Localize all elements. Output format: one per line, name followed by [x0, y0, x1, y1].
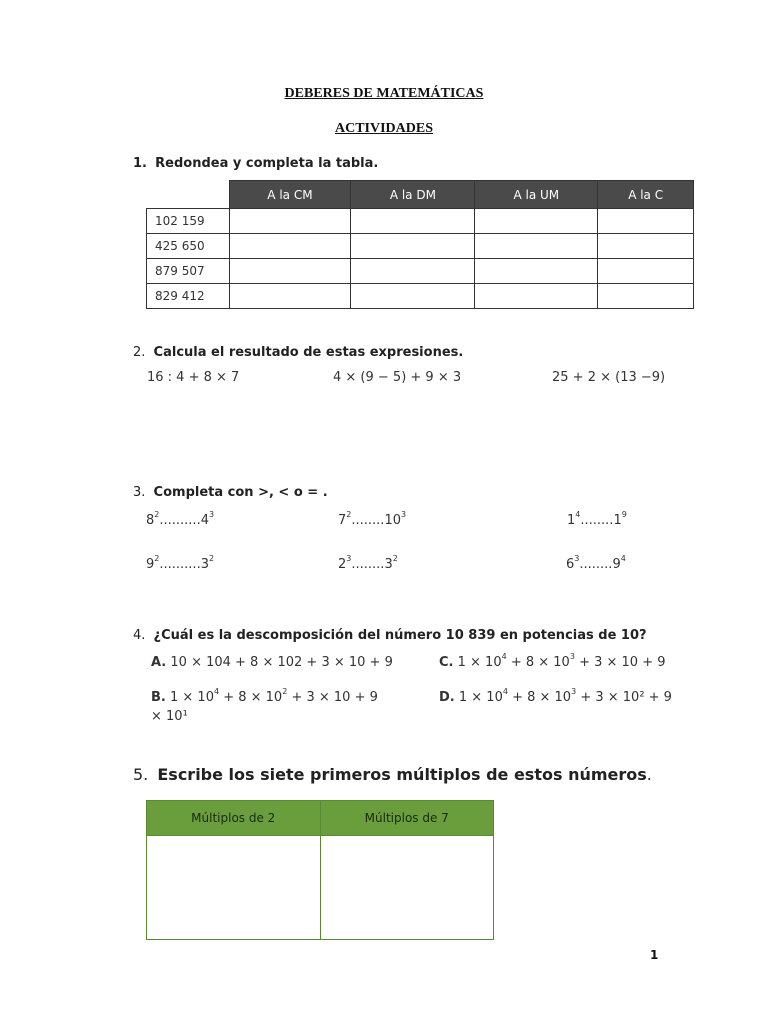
power-comparison: $2^3........3^2$: [338, 554, 398, 572]
rounding-table-corner: [147, 181, 230, 209]
rounding-table-header: [147, 181, 694, 209]
option-b[interactable]: B. $1 \times 10^4 + 8 \times 10^2 + 3 \times 10 + 9$: [151, 687, 378, 705]
option-b-continuation: × 10¹: [151, 709, 188, 724]
power-comparison: $1^4........1^9$: [567, 510, 627, 528]
table-row: [147, 234, 694, 259]
answer-cell[interactable]: [475, 209, 598, 234]
question-2: [133, 345, 463, 360]
expression-3: 25 + 2 × (13 −9): [552, 370, 666, 385]
answer-cell[interactable]: [598, 234, 694, 259]
answer-cell[interactable]: [475, 234, 598, 259]
question-5-number: 5.: [133, 765, 149, 784]
question-3: [133, 485, 328, 500]
answer-cell[interactable]: [147, 836, 321, 940]
col-header-cm: A la CM: [229, 181, 351, 209]
multiples-table: [146, 800, 494, 940]
option-c[interactable]: C. $1 \times 10^4 + 8 \times 10^3 + 3 \times 10 + 9$: [439, 652, 666, 670]
answer-cell[interactable]: [351, 234, 475, 259]
answer-cell[interactable]: [598, 209, 694, 234]
table-row: [147, 284, 694, 309]
power-comparison: $9^2..........3^2$: [146, 554, 215, 572]
rounding-table: [146, 180, 694, 309]
option-a[interactable]: A. 10 × 104 + 8 × 102 + 3 × 10 + 9: [151, 655, 393, 670]
answer-cell[interactable]: [320, 836, 494, 940]
question-1: [133, 156, 378, 171]
row-number: 102 159: [147, 209, 230, 234]
power-comparison: $8^2..........4^3$: [146, 510, 215, 528]
question-1-number: 1.: [133, 156, 147, 171]
answer-cell[interactable]: [598, 259, 694, 284]
answer-cell[interactable]: [229, 209, 351, 234]
question-2-number: 2.: [133, 345, 146, 360]
power-comparison: $6^3........9^4$: [566, 554, 626, 572]
answer-cell[interactable]: [475, 284, 598, 309]
answer-cell[interactable]: [351, 209, 475, 234]
answer-cell[interactable]: [351, 259, 475, 284]
answer-cell[interactable]: [475, 259, 598, 284]
page-number: 1: [650, 948, 659, 962]
row-number: 829 412: [147, 284, 230, 309]
col-header-c: A la C: [598, 181, 694, 209]
question-4-number: 4.: [133, 628, 146, 643]
col-header-multiples-7: Múltiplos de 7: [320, 801, 494, 836]
table-row: [147, 259, 694, 284]
col-header-dm: A la DM: [351, 181, 475, 209]
table-row: [147, 209, 694, 234]
question-5: 5. Escribe los siete primeros múltiplos de estos números.: [133, 765, 652, 784]
question-3-number: 3.: [133, 485, 146, 500]
answer-cell[interactable]: [598, 284, 694, 309]
expression-1: 16 : 4 + 8 × 7: [147, 370, 240, 385]
question-3-text: Completa con >, < o = .: [153, 485, 328, 500]
answer-cell[interactable]: [229, 284, 351, 309]
question-4-text: ¿Cuál es la descomposición del número 10 839 en potencias de 10?: [153, 628, 647, 643]
question-4: [133, 628, 647, 643]
question-2-text: Calcula el resultado de estas expresiones.: [153, 345, 464, 360]
answer-cell[interactable]: [229, 259, 351, 284]
multiples-table-header: [147, 801, 494, 836]
table-row: [147, 836, 494, 940]
row-number: 425 650: [147, 234, 230, 259]
expression-2: 4 × (9 − 5) + 9 × 3: [333, 370, 462, 385]
row-number: 879 507: [147, 259, 230, 284]
col-header-um: A la UM: [475, 181, 598, 209]
question-1-text: Redondea y completa la tabla.: [155, 156, 379, 171]
document-subtitle: ACTIVIDADES: [334, 121, 434, 136]
answer-cell[interactable]: [229, 234, 351, 259]
col-header-multiples-2: Múltiplos de 2: [147, 801, 321, 836]
power-comparison: $7^2........10^3$: [338, 510, 407, 528]
question-5-text: Escribe los siete primeros múltiplos de estos números: [157, 765, 647, 784]
document-title: DEBERES DE MATEMÁTICAS: [284, 86, 484, 101]
answer-cell[interactable]: [351, 284, 475, 309]
option-d[interactable]: D. $1 \times 10^4 + 8 \times 10^3 + 3 \times 10^2 + 9$: [439, 687, 672, 705]
